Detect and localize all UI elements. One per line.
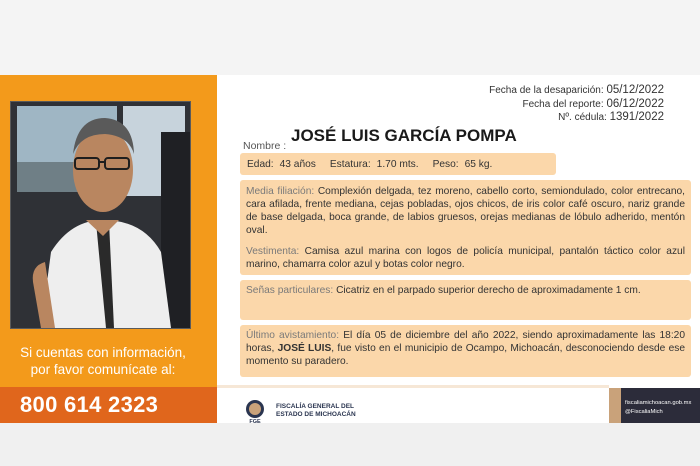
- vestimenta: [246, 245, 685, 271]
- peso-value: 65 kg.: [464, 158, 493, 170]
- edad-value: 43 años: [279, 158, 316, 170]
- person-photo: [10, 101, 191, 329]
- peso-label: Peso:: [432, 158, 459, 170]
- website-link[interactable]: fiscaliamichoacan.gob.mx: [625, 400, 692, 406]
- fecha-reporte-value: 06/12/2022: [606, 97, 664, 110]
- fecha-desaparicion-label: Fecha de la desaparición:: [489, 85, 604, 96]
- person-photo-illustration: [11, 102, 190, 328]
- fge-logo: [242, 398, 356, 424]
- fecha-reporte-label: Fecha del reporte:: [522, 98, 604, 110]
- fge-seal-icon: [242, 398, 268, 424]
- vestimenta-label: Vestimenta:: [246, 246, 300, 257]
- cedula-value: 1391/2022: [609, 111, 664, 123]
- ultimo-text-1: El día 05 de diciembre del año 2022, siendo aproximadamente las 18:20 horas,: [246, 330, 685, 354]
- description-box: [240, 180, 691, 275]
- footer-contact-box: [621, 388, 700, 423]
- ultimo-label: Último avistamiento:: [246, 330, 340, 341]
- media-filiacion-label: Media filiación:: [246, 186, 315, 197]
- cedula-label: Nº. cédula:: [558, 112, 607, 123]
- person-name: JOSÉ LUIS GARCÍA POMPA: [291, 126, 517, 145]
- social-handle[interactable]: @FiscaliaMich: [625, 409, 663, 415]
- senas-text: Cicatriz en el parpado superior derecho de aproximadamente 1 cm.: [336, 285, 641, 296]
- vestimenta-text: Camisa azul marina con logos de policía municipal, pantalón táctico color azul marino, chamarra color azul y botas color negro.: [246, 246, 685, 270]
- senas-label: Señas particulares:: [246, 285, 334, 296]
- vital-stats-box: [240, 153, 556, 175]
- ultimo-avistamiento-box: [240, 325, 691, 377]
- seal-text: FGE: [249, 419, 261, 424]
- contact-message: [0, 344, 206, 378]
- contact-line-2: por favor comunícate al:: [30, 362, 176, 377]
- contact-line-1: Si cuentas con información,: [20, 345, 186, 360]
- footer-accent-strip: [609, 388, 621, 423]
- bottom-band: [0, 423, 700, 466]
- institution-line-1: FISCALÍA GENERAL DEL: [276, 403, 355, 410]
- report-metadata: [489, 84, 664, 125]
- ultimo-text-2: , fue visto en el municipio de Ocampo, Michoacán, desconociendo desde ese momento su paradero.: [246, 343, 685, 367]
- phone-number[interactable]: 800 614 2323: [20, 392, 159, 417]
- media-filiacion-text: Complexión delgada, tez moreno, cabello corto, semiondulado, color entrecano, cara afilada, frente mediana, cejas pobladas, ojos chicos, de iris color café oscuro, nariz grande de base delgada, boca grande, de labios gruesos, orejas medianas de lóbulo adherido, mentón oval.: [246, 186, 685, 236]
- institution-line-2: ESTADO DE MICHOACÁN: [276, 411, 356, 418]
- estatura-label: Estatura:: [329, 158, 371, 170]
- fecha-desaparicion-value: 05/12/2022: [606, 84, 664, 96]
- footer-divider: [217, 385, 609, 388]
- institution-name: [276, 403, 356, 419]
- top-band: [0, 0, 700, 75]
- estatura-value: 1.70 mts.: [376, 158, 419, 170]
- name-label: Nombre :: [243, 140, 287, 152]
- ultimo-name-bold: JOSÉ LUIS: [277, 343, 332, 354]
- media-filiacion: [246, 185, 685, 237]
- edad-label: Edad:: [247, 158, 274, 170]
- senas-box: [240, 280, 691, 320]
